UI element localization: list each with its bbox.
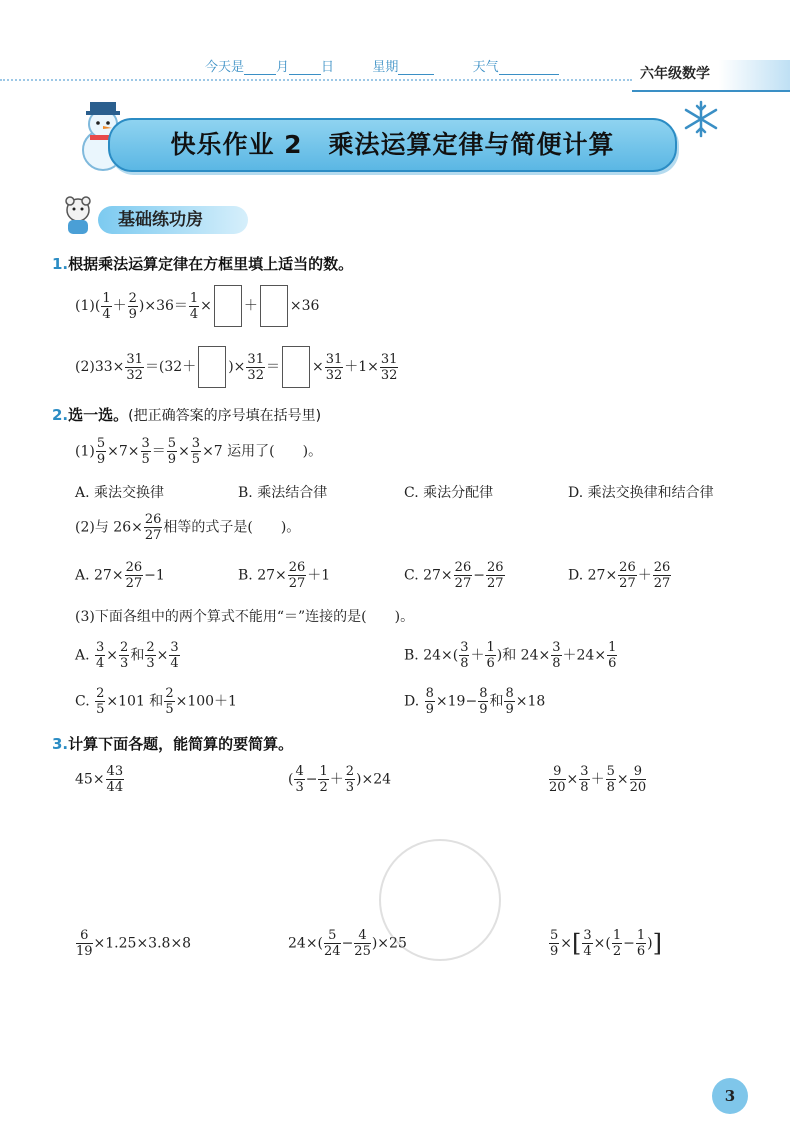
option-c[interactable]: C. $\frac{2}{5}$ ×101 和 $\frac{2}{5}$ ×100＋1 (75, 686, 237, 717)
question-1-text: 根据乘法运算定律在方框里填上适当的数。 (68, 255, 354, 273)
q2-sub2-suffix: 相等的式子是( )。 (163, 519, 301, 536)
page-number: 3 (712, 1078, 748, 1114)
q2-sub3-stem: (3)下面各组中的两个算式不能用“＝”连接的是( )。 (75, 609, 415, 625)
option-b[interactable]: B. 乘法结合律 (238, 485, 328, 501)
polar-bear-icon (56, 192, 100, 236)
option-b[interactable]: B. 27× $\frac{26}{27}$ ＋1 (238, 560, 331, 591)
calc-3: $\frac{9}{20}$ × $\frac{3}{8}$ ＋ $\frac{5}{8}$ × $\frac{9}{20}$ (549, 764, 647, 795)
option-b[interactable]: B. 24×( $\frac{3}{8}$ ＋ $\frac{1}{6}$ )和 24× $\frac{3}{8}$ ＋24× $\frac{1}{6}$ (404, 640, 617, 671)
grade-tab: 六年级数学 (632, 60, 790, 92)
calc-1: 45× $\frac{43}{44}$ (75, 764, 124, 795)
option-a[interactable]: A. 乘法交换律 (75, 485, 165, 501)
watermark (370, 830, 510, 970)
question-1-heading (52, 253, 353, 274)
question-2-text: 选一选。 (68, 406, 129, 424)
option-d[interactable]: D. $\frac{8}{9}$ ×19− $\frac{8}{9}$ 和 $\frac{8}{9}$ ×18 (404, 686, 546, 717)
q2-sub1-stem: (1) $\frac{5}{9}$ ×7× $\frac{3}{5}$ ＝ $\frac{5}{9}$ × $\frac{3}{5}$ ×7 运用了( )。 (75, 436, 323, 467)
answer-box[interactable] (214, 285, 242, 327)
option-a[interactable]: A. $\frac{3}{4}$ × $\frac{2}{3}$ 和 $\frac{2}{3}$ × $\frac{3}{4}$ (75, 640, 179, 671)
option-a[interactable]: A. 27× $\frac{26}{27}$ −1 (75, 560, 165, 591)
weather-label: 天气 (472, 60, 499, 75)
question-2-heading (52, 404, 321, 425)
header-divider (0, 79, 632, 81)
month-blank[interactable] (244, 74, 276, 75)
answer-box[interactable] (198, 346, 226, 388)
calc-2: ( $\frac{4}{3}$ − $\frac{1}{2}$ ＋ $\frac{2}{3}$ )×24 (288, 764, 392, 795)
watermark-seal (370, 830, 510, 970)
option-d[interactable]: D. 27× $\frac{26}{27}$ ＋ $\frac{26}{27}$ (568, 560, 671, 591)
question-3-heading (52, 733, 293, 754)
weekday-blank[interactable] (398, 74, 434, 75)
day-label: 日 (321, 60, 335, 75)
q2-sub2-stem: (2)与 26× $\frac{26}{27}$ 相等的式子是( )。 (75, 512, 301, 543)
answer-box[interactable] (260, 285, 288, 327)
q1-part1: (1)( $\frac{1}{4}$ ＋ $\frac{2}{9}$ )×36＝ $\frac{1}{4}$ × ＋ ×36 (75, 285, 319, 327)
page-title: 快乐作业 2 乘法运算定律与简便计算 (170, 130, 615, 159)
answer-box[interactable] (282, 346, 310, 388)
calc-5: 24×( $\frac{5}{24}$ − $\frac{4}{25}$ )×25 (288, 928, 407, 959)
date-line (205, 56, 559, 75)
q2-sub1-suffix: 运用了( )。 (227, 443, 323, 460)
q1-part1-label: (1) (75, 298, 95, 314)
weather-blank[interactable] (499, 74, 559, 75)
section-title: 基础练功房 (118, 210, 203, 230)
option-c[interactable]: C. 乘法分配律 (404, 485, 494, 501)
q2-sub2-prefix: (2)与 26× (75, 519, 143, 536)
question-3-number: 3. (52, 735, 69, 753)
weekday-label: 星期 (372, 60, 399, 75)
calc-6: $\frac{5}{9}$ ×[ $\frac{3}{4}$ ×( $\frac{1}{2}$ − $\frac{1}{6}$ )] (550, 928, 663, 959)
option-d[interactable]: D. 乘法交换律和结合律 (568, 485, 714, 501)
option-c[interactable]: C. 27× $\frac{26}{27}$ − $\frac{26}{27}$ (404, 560, 504, 591)
question-3-text: 计算下面各题，能简算的要简算。 (68, 735, 294, 753)
q1-part2: (2)33× $\frac{31}{32}$ ＝(32＋ )× $\frac{31}{32}$ ＝ × $\frac{31}{32}$ ＋1× $\frac{31}{32}$ (75, 346, 399, 388)
question-2-number: 2. (52, 406, 69, 424)
question-2-note: (把正确答案的序号填在括号里) (128, 408, 322, 424)
title-banner (108, 118, 677, 172)
question-1-number: 1. (52, 255, 69, 273)
q1-part2-label: (2) (75, 359, 95, 375)
calc-4: $\frac{6}{19}$ ×1.25×3.8×8 (76, 928, 192, 959)
today-label: 今天是 (205, 60, 245, 75)
month-label: 月 (276, 60, 290, 75)
day-blank[interactable] (289, 74, 321, 75)
snowflake-icon (682, 100, 720, 138)
